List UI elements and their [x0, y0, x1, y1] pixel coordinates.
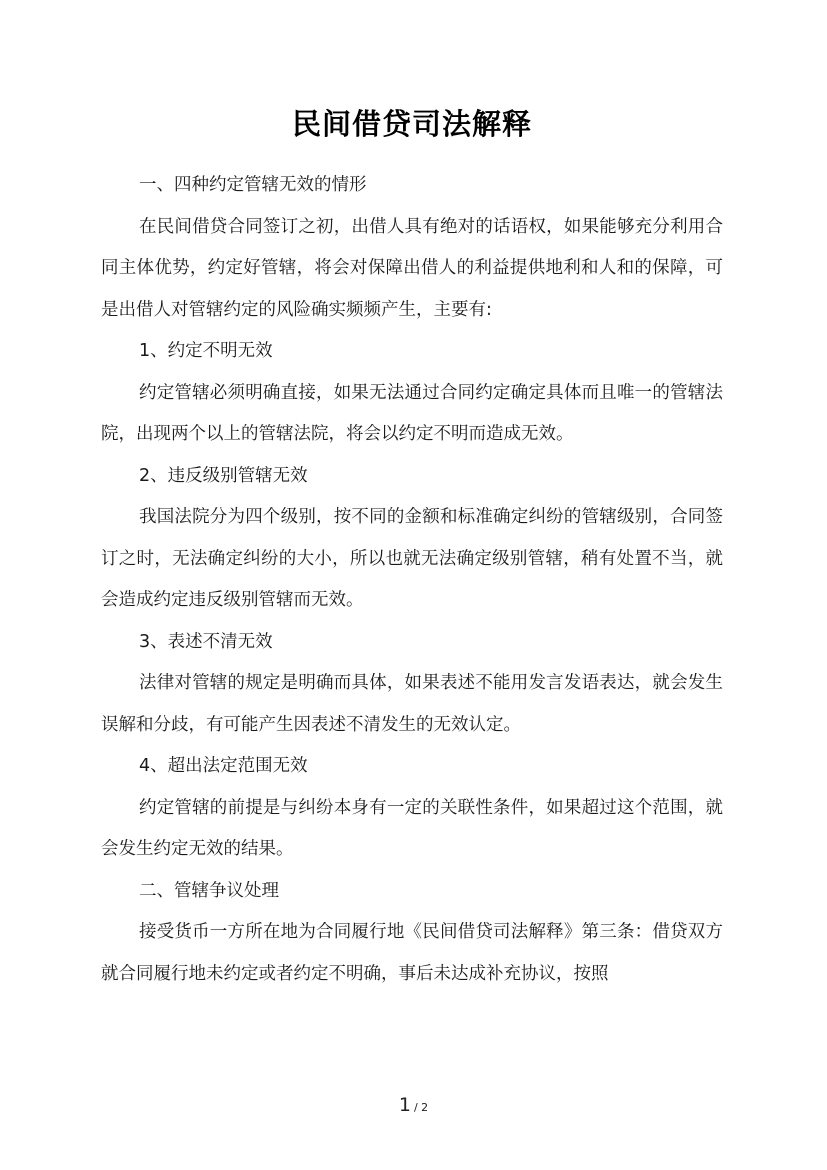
section-heading-dispute-handling: 二、管辖争议处理 — [139, 880, 279, 901]
paragraph-level-violation: 我国法院分为四个级别，按不同的金额和标准确定纠纷的管辖级别，合同签订之时，无法确定纠纷的大小，所以也就无法确定级别管辖，稍有处置不当，就会造成约定违反级别管辖而无效。 — [101, 507, 723, 611]
subheading-out-of-scope: 4、超出法定范围无效 — [139, 756, 308, 777]
document-title: 民间借贷司法解释 — [291, 107, 532, 141]
page-number: 1 — [398, 1094, 411, 1116]
paragraph-unclear-agreement: 约定管辖必须明确直接，如果无法通过合同约定确定具体而且唯一的管辖法院，出现两个以上的管辖法院，将会以约定不明而造成无效。 — [101, 382, 723, 445]
page-total: / 2 — [413, 1101, 429, 1114]
section-heading-jurisdiction-invalid: 一、四种约定管辖无效的情形 — [139, 175, 367, 196]
document-body — [101, 100, 723, 995]
paragraph-vague-expression: 法律对管辖的规定是明确而具体，如果表述不能用发言发语表达，就会发生误解和分歧，有可能产生因表述不清发生的无效认定。 — [101, 673, 723, 735]
subheading-unclear-agreement: 1、约定不明无效 — [139, 341, 273, 362]
paragraph-dispute-handling: 接受货币一方所在地为合同履行地《民间借贷司法解释》第三条：借贷双方就合同履行地未约定或者约定不明确，事后未达成补充协议，按照 — [101, 922, 723, 984]
page-footer — [0, 1094, 827, 1116]
paragraph-out-of-scope: 约定管辖的前提是与纠纷本身有一定的关联性条件，如果超过这个范围，就会发生约定无效的结果。 — [101, 797, 723, 860]
paragraph-intro: 在民间借贷合同签订之初，出借人具有绝对的话语权，如果能够充分利用合同主体优势，约定好管辖，将会对保障出借人的利益提供地利和人和的保障，可是出借人对管辖约定的风险确实频频产生，主要有: — [101, 216, 723, 320]
subheading-vague-expression: 3、表述不清无效 — [139, 631, 273, 652]
subheading-level-violation: 2、违反级别管辖无效 — [139, 465, 308, 486]
